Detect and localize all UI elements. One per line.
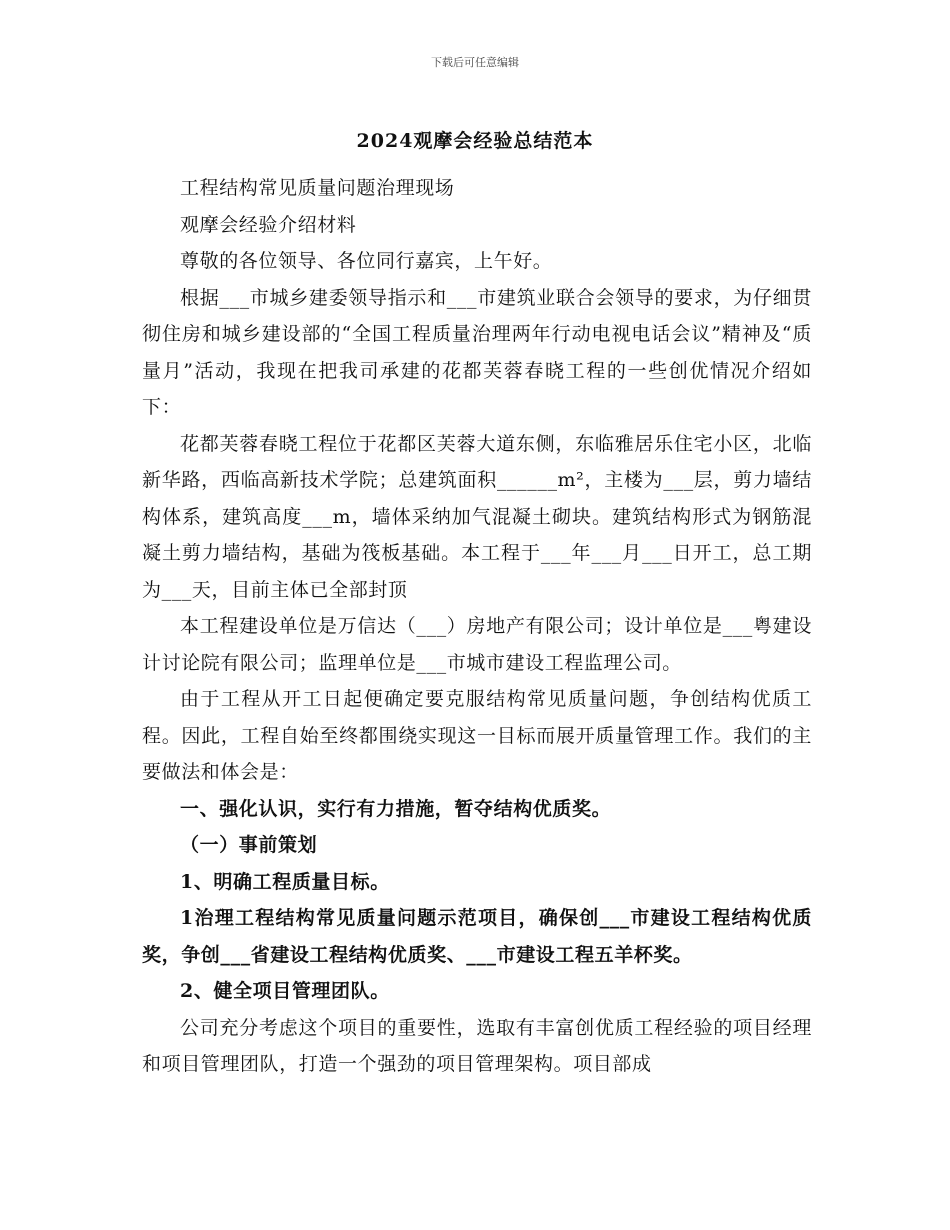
body-paragraph: 观摩会经验介绍材料 [180, 213, 357, 236]
body-paragraph: 工程结构常见质量问题治理现场 [180, 177, 455, 199]
body-paragraph: 尊敬的各位领导、各位同行嘉宾，上午好。 [180, 250, 553, 272]
section-heading: 一、强化认识，实行有力措施，暂夺结构优质奖。 [180, 797, 612, 820]
body-paragraph: 根据___市城乡建委领导指示和___市建筑业联合会领导的要求，为仔细贯彻住房和城乡建设部的“全国工程质量治理两年行动电视电话会议”精神及“质量月”活动，我现在把我司承建的花都芙蓉春晓工程的一些创优情况介绍如下： [142, 286, 812, 418]
item-heading: 2、健全项目管理团队。 [180, 980, 390, 1002]
body-paragraph: 公司充分考虑这个项目的重要性，选取有丰富创优质工程经验的项目经理和项目管理团队，打造一个强劲的项目管理架构。项目部成 [142, 1016, 812, 1075]
bold-paragraph: 1治理工程结构常见质量问题示范项目，确保创___市建设工程结构优质奖，争创___省建设工程结构优质奖、___市建设工程五羊杯奖。 [142, 907, 812, 966]
body-paragraph: 本工程建设单位是万信达（___）房地产有限公司；设计单位是___粤建设计讨论院有限公司；监理单位是___市城市建设工程监理公司。 [142, 615, 812, 674]
header-note: 下载后可任意编辑 [431, 56, 519, 69]
document-title: 2024观摩会经验总结范本 [356, 130, 594, 152]
body-paragraph: 由于工程从开工日起便确定要克服结构常见质量问题，争创结构优质工程。因此，工程自始至终都围绕实现这一目标而展开质量管理工作。我们的主要做法和体会是： [142, 688, 812, 783]
body-paragraph: 花都芙蓉春晓工程位于花都区芙蓉大道东侧，东临雅居乐住宅小区，北临新华路，西临高新技术学院；总建筑面积______m²，主楼为___层，剪力墙结构体系，建筑高度___m，墙体采纳加气混凝土砌块。建筑结构形式为钢筋混凝土剪力墙结构，基础为筏板基础。本工程于___年___月___日开工，总工期为___天，目前主体已全部封顶 [142, 432, 812, 601]
subsection-heading: （一）事前策划 [180, 834, 318, 856]
item-heading: 1、明确工程质量目标。 [180, 870, 390, 893]
document-body [142, 170, 812, 1083]
